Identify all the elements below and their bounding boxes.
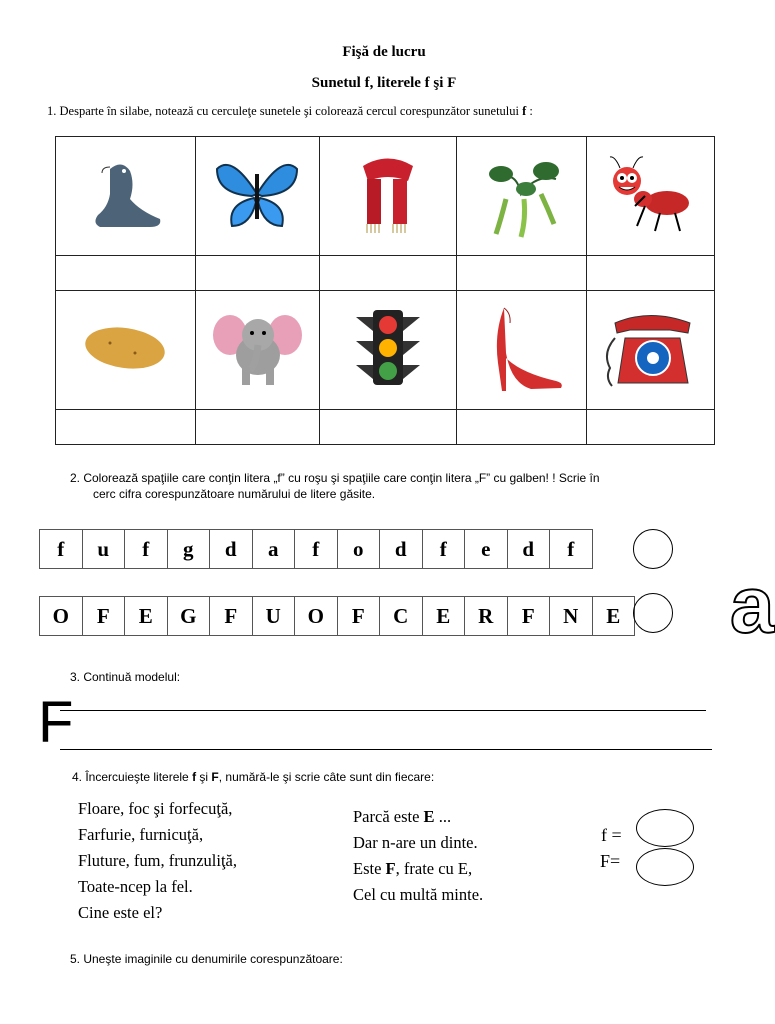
letter-cell[interactable]: E	[592, 596, 636, 636]
scarf-icon	[353, 151, 423, 236]
poem-right	[353, 804, 483, 908]
letter-cell[interactable]: g	[167, 529, 211, 569]
cell-seal	[56, 137, 196, 256]
task2-instruction-line1: 2. Colorează spaţiile care conţin litera „f” cu roşu şi spaţiile care conţin litera „F” cu galben! ! Scrie în	[70, 471, 600, 485]
cell-elephant	[195, 291, 319, 410]
poem-line: Cel cu multă minte.	[353, 885, 484, 904]
writing-line-bottom	[60, 749, 712, 750]
letter-cell[interactable]: E	[422, 596, 466, 636]
count-oval-f[interactable]	[636, 809, 694, 847]
high-heel-icon	[476, 303, 566, 393]
task3-instruction: 3. Continuă modelul:	[70, 670, 181, 684]
poem-line: Dar n-are un dinte.	[353, 833, 478, 852]
letter-cell[interactable]: O	[294, 596, 338, 636]
poem-line: Fluture, fum, frunzuliţă,	[78, 851, 238, 870]
cell-butterfly	[195, 137, 319, 256]
poem-line: Este F, frate cu E,	[353, 859, 473, 878]
task5-instruction: 5. Uneşte imaginile cu denumirile corespunzătoare:	[70, 952, 343, 966]
poem-line: Floare, foc şi forfecuţă,	[78, 799, 233, 818]
letter-cell[interactable]: f	[39, 529, 83, 569]
poem-line: Parcă este E ...	[353, 807, 452, 826]
poem-line: Farfurie, furnicuţă,	[78, 825, 204, 844]
letter-cell[interactable]: u	[82, 529, 126, 569]
decorative-letter-a: a	[730, 560, 775, 649]
letter-cell[interactable]: N	[549, 596, 593, 636]
letter-row-lowercase	[40, 529, 593, 569]
cell-traffic-light	[319, 291, 456, 410]
task1-instruction: 1. Desparte în silabe, notează cu cerculeţe sunetele şi colorează cercul corespunzător sunetului f :	[47, 104, 533, 118]
bean-plant-icon	[476, 149, 566, 239]
letter-cell[interactable]: F	[209, 596, 253, 636]
worksheet-subtitle: Sunetul f, literele f şi F	[311, 75, 457, 91]
syllable-table	[55, 136, 715, 445]
worksheet-title: Fişă de lucru	[342, 44, 426, 60]
poem-line: Cine este el?	[78, 903, 163, 922]
letter-cell[interactable]: d	[209, 529, 253, 569]
cell-potato	[56, 291, 196, 410]
butterfly-icon	[212, 154, 302, 234]
task2-instruction-line2: cerc cifra corespunzătoare numărului de litere găsite.	[93, 487, 376, 501]
count-label-F: F=	[600, 851, 621, 871]
letter-cell[interactable]: f	[549, 529, 593, 569]
letter-cell[interactable]: U	[252, 596, 296, 636]
potato-icon	[80, 318, 170, 378]
ant-icon	[605, 151, 695, 236]
letter-row-uppercase	[40, 596, 635, 636]
count-label-f: f =	[601, 825, 622, 845]
letter-cell[interactable]: F	[507, 596, 551, 636]
traffic-light-icon	[348, 305, 428, 390]
letter-cell[interactable]: R	[464, 596, 508, 636]
model-letter-F: F	[38, 690, 74, 755]
letter-cell[interactable]: d	[379, 529, 423, 569]
letter-cell[interactable]: O	[39, 596, 83, 636]
cell-shoe	[456, 291, 586, 410]
letter-cell[interactable]: F	[82, 596, 126, 636]
letter-cell[interactable]: f	[124, 529, 168, 569]
poem-left	[78, 796, 237, 926]
letter-cell[interactable]: F	[337, 596, 381, 636]
letter-cell[interactable]: G	[167, 596, 211, 636]
letter-cell[interactable]: e	[464, 529, 508, 569]
letter-cell[interactable]: f	[294, 529, 338, 569]
writing-line-top	[60, 710, 706, 711]
telephone-icon	[600, 308, 700, 388]
letter-cell[interactable]: a	[252, 529, 296, 569]
count-circle-f[interactable]	[633, 529, 673, 569]
letter-cell[interactable]: o	[337, 529, 381, 569]
letter-cell[interactable]: C	[379, 596, 423, 636]
elephant-icon	[210, 305, 305, 390]
task4-instruction: 4. Încercuieşte literele f şi F, numără-le şi scrie câte sunt din fiecare:	[72, 770, 435, 784]
count-circle-F[interactable]	[633, 593, 673, 633]
letter-cell[interactable]: d	[507, 529, 551, 569]
cell-ant	[586, 137, 714, 256]
cell-beans	[456, 137, 586, 256]
cell-telephone	[586, 291, 714, 410]
letter-cell[interactable]: E	[124, 596, 168, 636]
cell-scarf	[319, 137, 456, 256]
letter-cell[interactable]: f	[422, 529, 466, 569]
poem-line: Toate-ncep la fel.	[78, 877, 193, 896]
count-oval-F[interactable]	[636, 848, 694, 886]
seal-icon	[80, 149, 170, 239]
